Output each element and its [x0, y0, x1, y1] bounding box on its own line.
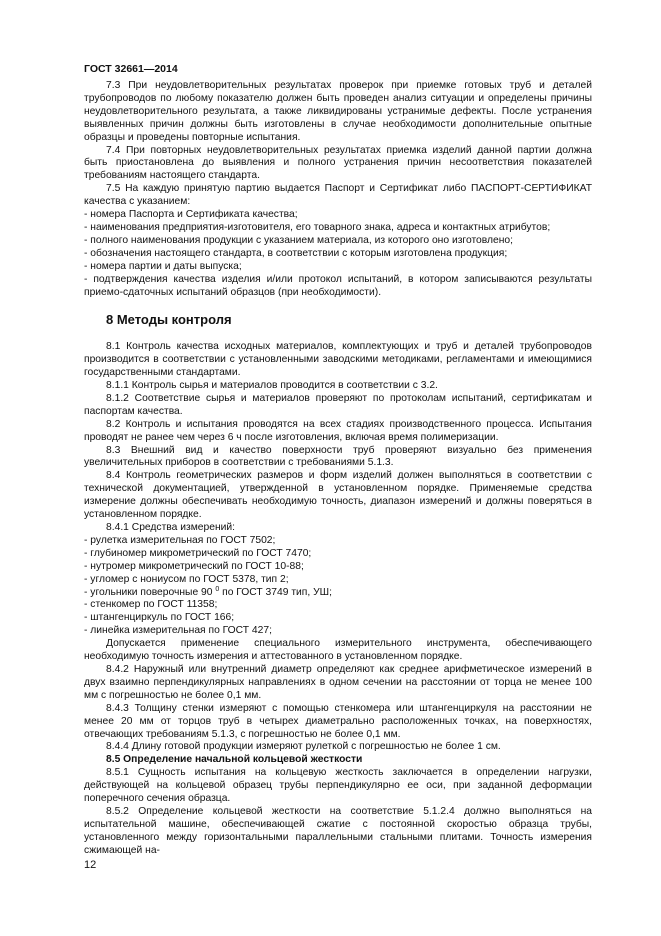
list-item-text: по ГОСТ 3749 тип, УШ; [219, 586, 332, 598]
paragraph-8-4: 8.4 Контроль геометрических размеров и форм изделий должен выполняться в соответствии с технической документацией, утвержденной в установленном порядке. Применяемые средства измерение должны обеспечивать необходимую точность, диапазон измерений и должны поверяться в установленном порядке. [84, 470, 592, 521]
paragraph-7-5: 7.5 На каждую принятую партию выдается Паспорт и Сертификат либо ПАСПОРТ-СЕРТИФИКАТ качества с указанием: [84, 183, 592, 208]
document-header: ГОСТ 32661—2014 [84, 63, 178, 75]
paragraph-8-4-1-note: Допускается применение специального измерительного инструмента, обеспечивающего необходимую точность измерения и аттестованного в установленном порядке. [84, 638, 592, 663]
paragraph-8-3: 8.3 Внешний вид и качество поверхности труб проверяют визуально без применения увеличительных приборов в соответствии с требованиями 5.1.3. [84, 444, 592, 469]
paragraph-8-4-3: 8.4.3 Толщину стенки измеряют с помощью стенкомера или штангенциркуля на расстоянии не менее 20 мм от торцов труб в четырех диаметрально расположенных точках, на поверхностях, отвечающих требованиям 5.1.3, с погрешностью не более 0,1 мм. [84, 702, 592, 740]
list-item: - рулетка измерительная по ГОСТ 7502; [84, 534, 276, 546]
list-item: - штангенциркуль по ГОСТ 166; [84, 612, 235, 624]
list-item-angle [84, 587, 592, 600]
list-item-text: - угольники поверочные 90 [84, 586, 213, 598]
degree-superscript: 0 [215, 585, 220, 593]
page-number: 12 [84, 859, 97, 871]
paragraph-8-1-2: 8.1.2 Соответствие сырья и материалов проверяют по протоколам испытаний, сертификатам и паспортам качества. [84, 392, 592, 417]
list-item: - линейка измерительная по ГОСТ 427; [84, 625, 272, 637]
paragraph-8-1: 8.1 Контроль качества исходных материалов, комплектующих и труб и деталей трубопроводов производится в соответствии с установленными заводскими методиками, регламентами и имеющимися государственными стандартами. [84, 341, 592, 379]
list-item: - подтверждения качества изделия и/или протокол испытаний, в котором записываются результаты приемо-сдаточных испытаний образцов (при необходимости). [84, 273, 592, 298]
section-title: 8 Методы контроля [106, 312, 232, 328]
paragraph-8-5-1: 8.5.1 Сущность испытания на кольцевую жесткость заключается в определении нагрузки, действующей на кольцевой образец трубы перпендикулярно ее оси, при заданной деформации поперечного сечения образца. [84, 767, 592, 805]
paragraph-8-4-1: 8.4.1 Средства измерений: [106, 522, 236, 533]
list-item: - номера Паспорта и Сертификата качества; [84, 209, 298, 221]
list-item: - номера партии и даты выпуска; [84, 260, 242, 272]
list-item: - обозначения настоящего стандарта, в соответствии с которым изготовлена продукция; [84, 247, 508, 259]
document-body [84, 80, 592, 858]
list-item: - нутромер микрометрический по ГОСТ 10-88; [84, 560, 304, 572]
list-item: - полного наименования продукции с указанием материала, из которого оно изготовлено; [84, 234, 514, 246]
paragraph-8-2: 8.2 Контроль и испытания проводятся на всех стадиях производственного процесса. Испытания проводят не ранее чем через 6 ч после изготовления, включая время полимеризации. [84, 418, 592, 443]
subsection-title-8-5: 8.5 Определение начальной кольцевой жесткости [106, 754, 363, 766]
paragraph-8-4-4: 8.4.4 Длину готовой продукции измеряют рулеткой с погрешностью не более 1 см. [106, 741, 501, 753]
paragraph-8-1-1: 8.1.1 Контроль сырья и материалов проводится в соответствии с 3.2. [106, 380, 438, 392]
list-item: - наименования предприятия-изготовителя, его товарного знака, адреса и контактных атрибутов; [84, 221, 551, 233]
paragraph-8-4-2: 8.4.2 Наружный или внутренний диаметр определяют как среднее арифметическое измерений в двух взаимно перпендикулярных направлениях в одном сечении на расстоянии от торца не менее 100 мм с погрешностью не более 0,1 мм. [84, 663, 592, 701]
paragraph-7-4: 7.4 При повторных неудовлетворительных результатах приемка изделий данной партии должна быть приостановлена до выявления и полного устранения причин несоответствия показателей требованиям настоящего стандарта. [84, 144, 592, 182]
list-item: - угломер с нониусом по ГОСТ 5378, тип 2; [84, 573, 289, 585]
list-item: - глубиномер микрометрический по ГОСТ 7470; [84, 547, 312, 559]
list-item: - стенкомер по ГОСТ 11358; [84, 599, 218, 611]
paragraph-8-5-2: 8.5.2 Определение кольцевой жесткости на соответствие 5.1.2.4 должно выполняться на испытательной машине, обеспечивающей сжатие с постоянной скоростью образца трубы, установленного между горизонтальными параллельными стальными плитами. Точность измерения сжимающей на- [84, 805, 592, 856]
paragraph-7-3: 7.3 При неудовлетворительных результатах проверок при приемке готовых труб и деталей трубопроводов по любому показателю должен быть проведен анализ ситуации и определены причины неудовлетворительного результата, а также ликвидированы устранимые дефекты. После устранения выявленных причин должны быть изготовлены в случае необходимости дополнительные опытные образцы и проведены повторные испытания. [84, 80, 592, 143]
